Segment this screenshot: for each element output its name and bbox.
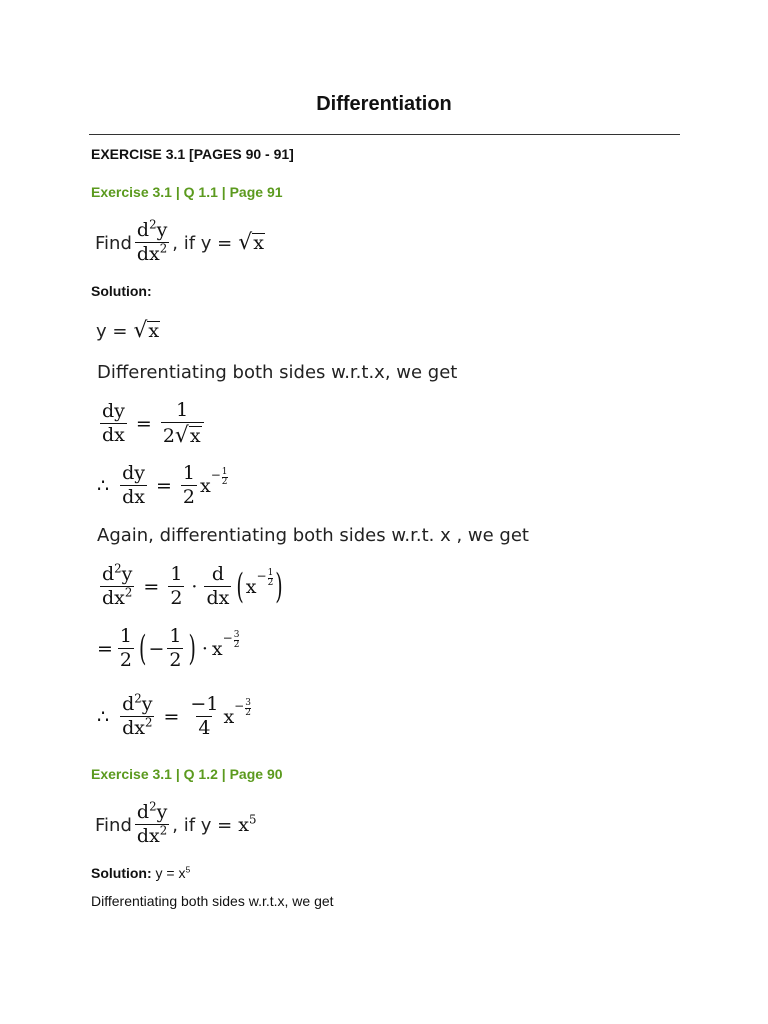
prompt-if-text: , if y =	[172, 232, 233, 254]
equation-result: ∴ $\frac{d^2y}{dx^2}$ = $\frac{-1}{4}$ x − 3 2	[97, 691, 251, 739]
prompt-find-text: Find	[95, 232, 132, 254]
page-title: Differentiation	[316, 93, 452, 115]
question-1-2-label: Exercise 3.1 | Q 1.2 | Page 90	[91, 766, 283, 782]
differentiating-text: Differentiating both sides w.r.t.x, we get	[97, 362, 458, 383]
solution-label-2: Solution:	[91, 865, 152, 881]
title-divider	[89, 134, 680, 135]
prompt-if-text-2: , if y =	[172, 814, 233, 836]
sqrt-x: √ x	[238, 230, 264, 256]
equation-y-sqrt-x: y = √ x	[96, 318, 160, 344]
solution-2-equation: y = x	[155, 865, 186, 881]
equation-product-step: = $\frac{1}{2}$ ( − $\frac{1}{2}$ ) · x − 3 2	[97, 625, 240, 671]
solution-2-line	[91, 865, 190, 881]
second-derivative-fraction: $\frac{d^2y}{dx^2}$	[136, 217, 168, 265]
equation-dy-dx: $\frac{dy}{dx}$ = 1 2 √ x	[97, 396, 207, 452]
again-differentiating-text: Again, differentiating both sides w.r.t. x , we get	[97, 525, 529, 546]
equation-second-derivative: $\frac{d^2y}{dx^2}$ = $\frac{1}{2}$ · $\frac{d}{dx}$ ( x − 1 2 )	[102, 561, 283, 609]
equation-dy-dx-power: ∴ $\frac{dy}{dx}$ = $\frac{1}{2}$ x − 1 2	[97, 462, 228, 508]
differentiating-text-2: Differentiating both sides w.r.t.x, we get	[91, 893, 334, 909]
exercise-heading: EXERCISE 3.1 [PAGES 90 - 91]	[91, 146, 294, 162]
question-1-1-prompt	[95, 213, 265, 273]
solution-2-exponent: 5	[185, 864, 191, 875]
question-1-1-label: Exercise 3.1 | Q 1.1 | Page 91	[91, 184, 283, 200]
question-1-2-prompt: Find $\frac{d^2y}{dx^2}$ , if y = $x^5$	[95, 799, 257, 847]
solution-label: Solution:	[91, 283, 152, 299]
prompt-find-text-2: Find	[95, 814, 132, 836]
